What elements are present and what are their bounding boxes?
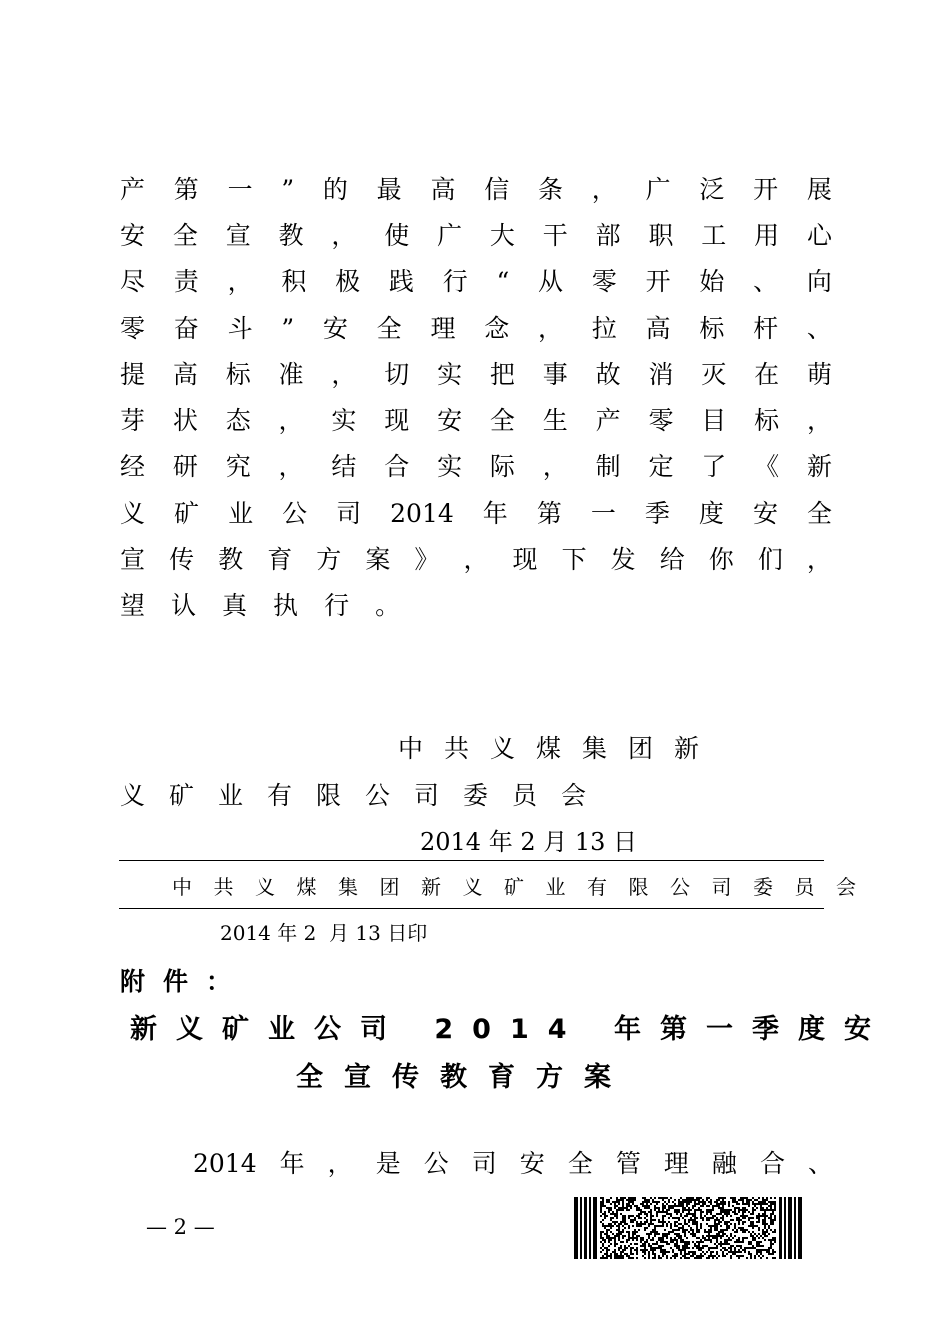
body-line: 经 研 究 ， 结 合 实 际 ， 制 定 了 《 新 — [120, 452, 832, 481]
footer-issuer: 中共义煤集团新义矿业有限公司委员会 — [172, 875, 878, 899]
signature-org-line1: 中共义煤集团新 — [398, 734, 721, 763]
barcode-icon — [574, 1197, 802, 1259]
attachment-label: 附件： — [120, 967, 250, 996]
body-line: 望 认 真 执 行 。 — [120, 591, 401, 620]
body-line: 芽 状 态 ， 实 现 安 全 生 产 零 目 标 ， — [120, 406, 832, 435]
body-line: 义 矿 业 公 司 2014 年 第 一 季 度 安 全 — [120, 499, 832, 528]
body-line: 宣 传 教 育 方 案 》 ， 现 下 发 给 你 们 ， — [120, 545, 832, 574]
body-line: 零 奋 斗 ” 安 全 理 念 ， 拉 高 标 杆 、 — [120, 314, 832, 343]
page-number: — 2 — — [146, 1215, 215, 1239]
body-line: 提 高 标 准 ， 切 实 把 事 故 消 灭 在 萌 — [120, 360, 832, 389]
body-line: 产 第 一 ” 的 最 高 信 条 ， 广 泛 开 展 — [120, 175, 832, 204]
attachment-title-line1: 新义矿业公司 2014 年第一季度安 — [130, 1014, 890, 1045]
signature-date: 2014 年 2 月 13 日 — [420, 828, 638, 856]
top-rule — [119, 860, 824, 861]
body-line: 尽 责 ， 积 极 践 行 “ 从 零 开 始 、 向 — [120, 267, 832, 296]
print-date: 2014 年 2 月 13 日印 — [220, 921, 428, 945]
bottom-rule — [119, 908, 824, 909]
signature-org-line2: 义矿业有限公司委员会 — [120, 781, 611, 810]
attachment-body-line: 2014 年 ， 是 公 司 安 全 管 理 融 合 、 — [193, 1149, 833, 1178]
attachment-title-line2: 全宣传教育方案 — [296, 1062, 632, 1093]
body-line: 安 全 宣 教 ， 使 广 大 干 部 职 工 用 心 — [120, 221, 832, 250]
